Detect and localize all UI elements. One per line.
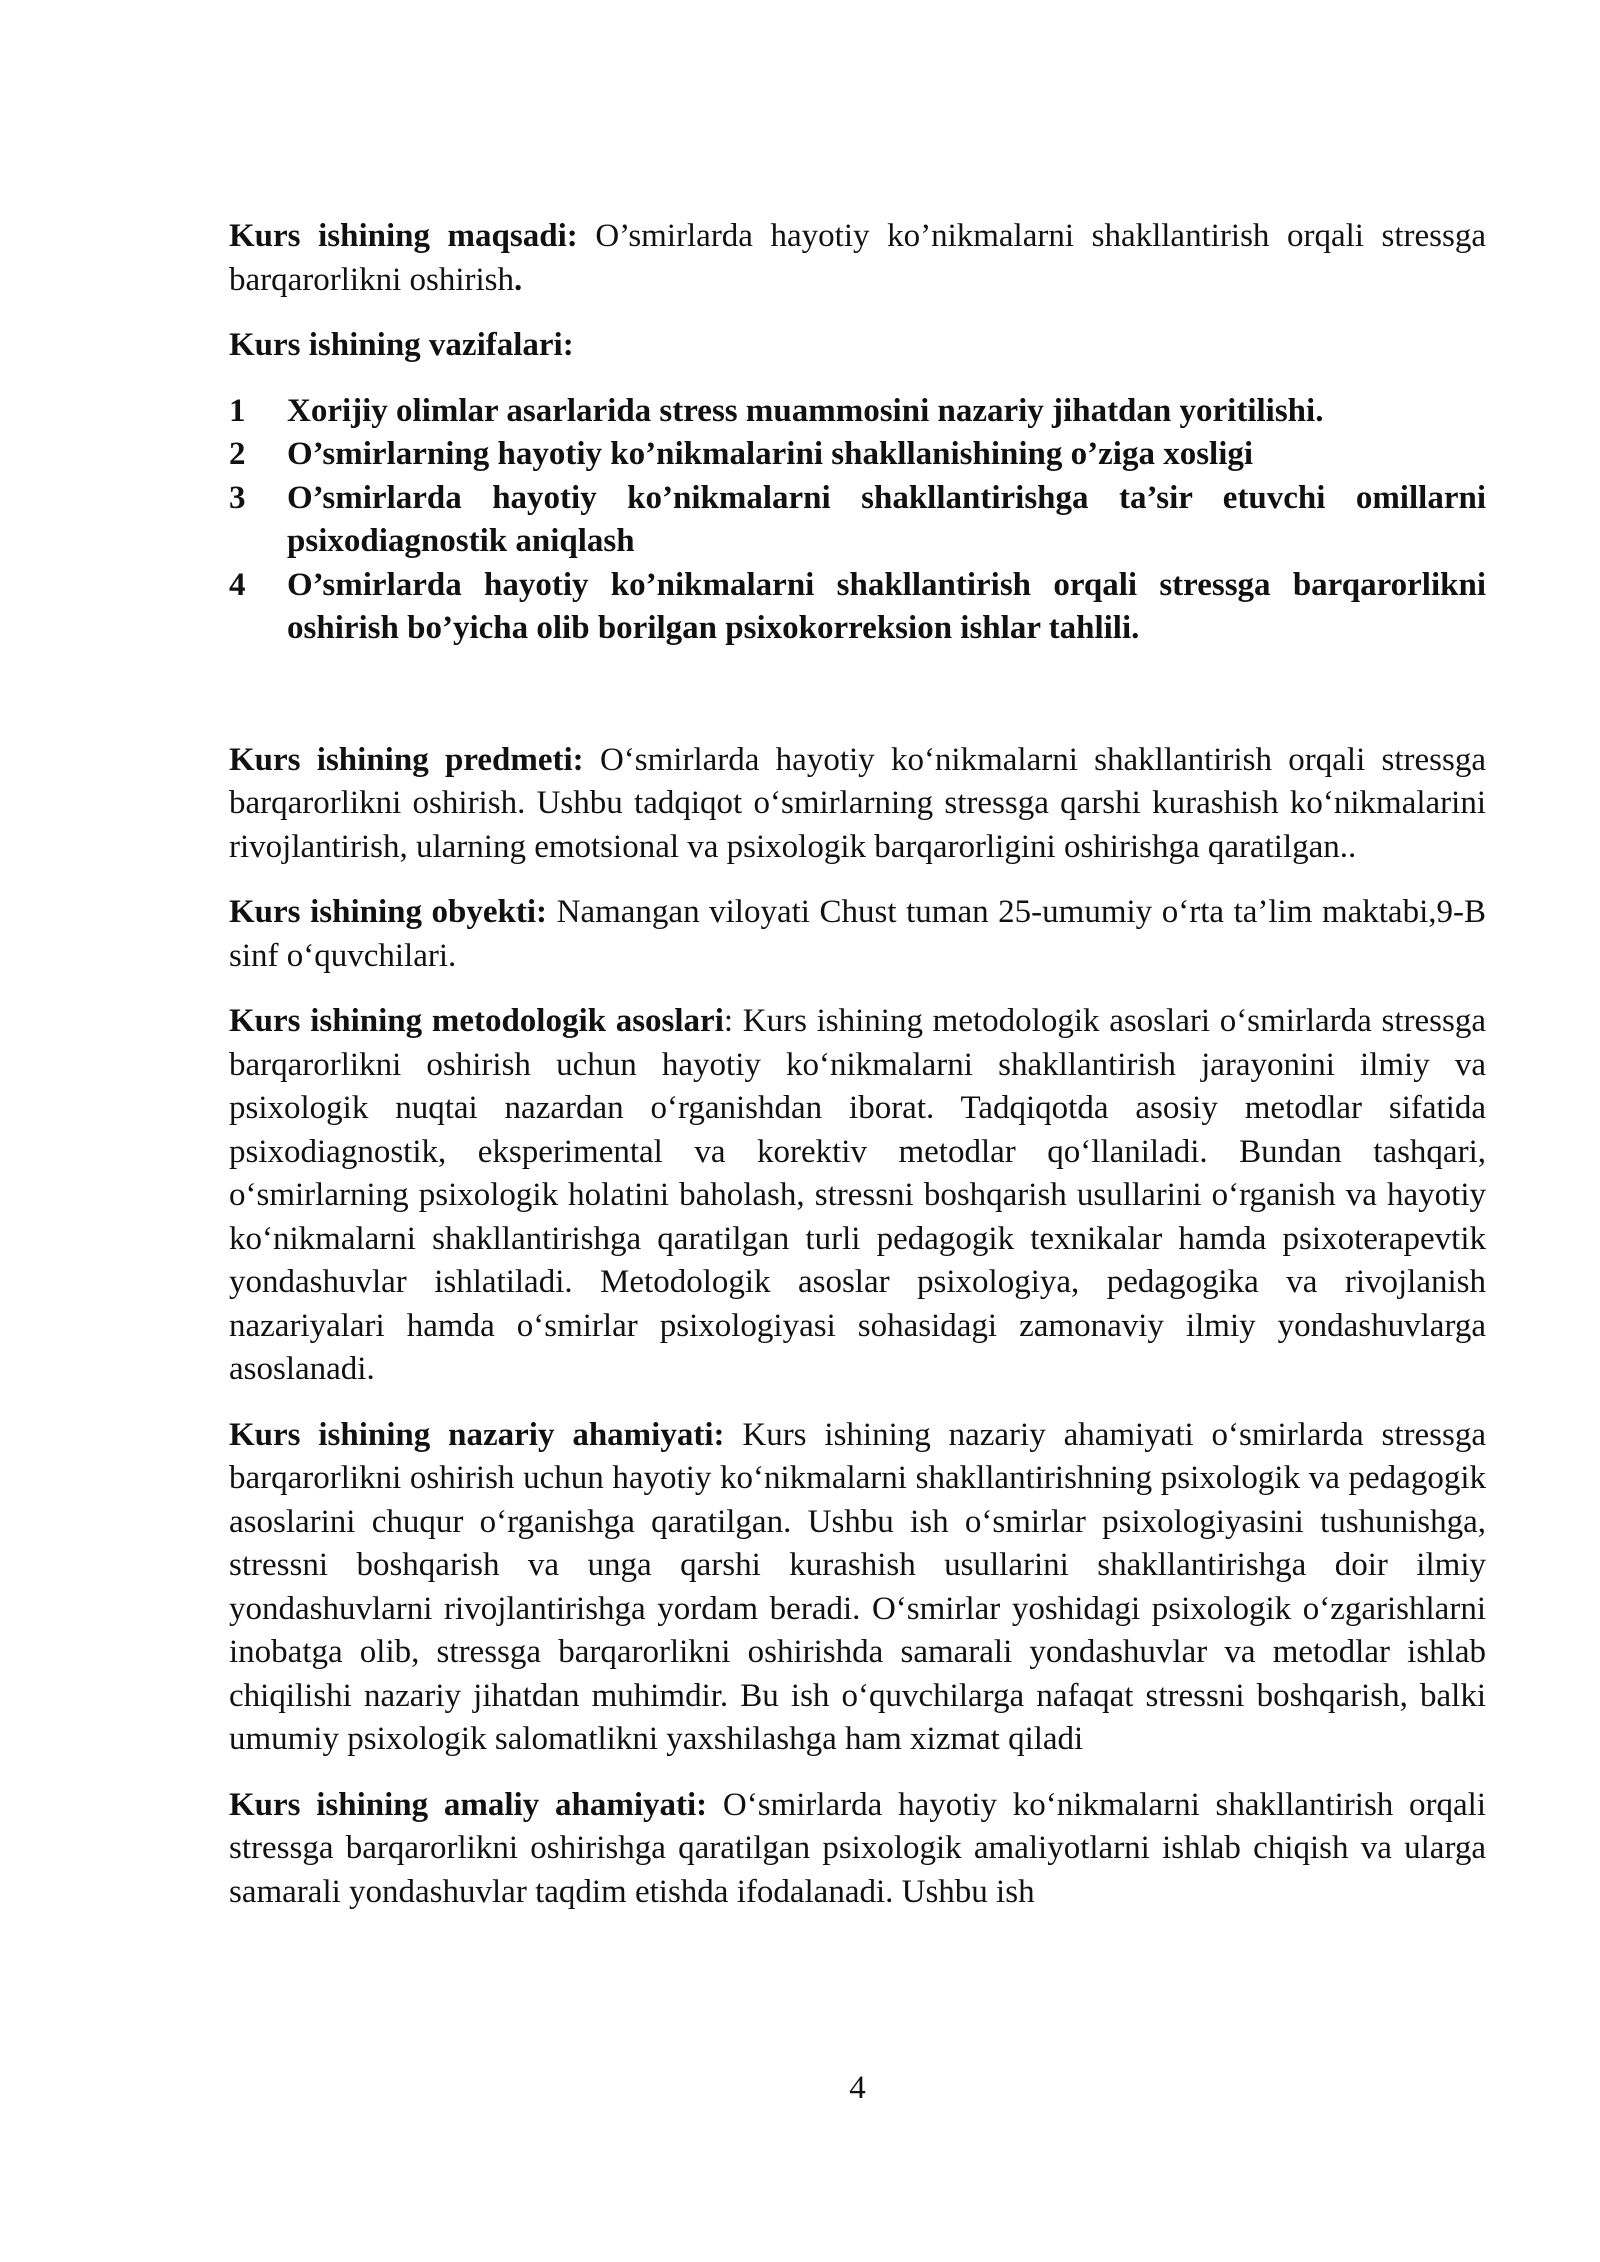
task-number: 1 <box>229 392 246 429</box>
task-text: O’smirlarning hayotiy ko’nikmalarini shakllanishining o’ziga xosligi <box>287 436 1254 472</box>
task-number: 2 <box>229 436 246 472</box>
tasks-heading: Kurs ishining vazifalari: <box>229 327 574 363</box>
practical-paragraph <box>229 1784 1486 1915</box>
subject-paragraph <box>229 739 1486 870</box>
methodology-label: Kurs ishining metodologik asoslari <box>229 1003 724 1039</box>
task-number: 3 <box>229 479 246 516</box>
practical-label: Kurs ishining amaliy ahamiyati: <box>229 1786 708 1823</box>
subject-text: O‘smirlarda hayotiy ko‘nikmalarni shakllantirish orqali stressga barqarorlikni oshirish. Ushbu tadqiqot o‘smirlarning stressga qarshi kurashish ko‘nikmalarini rivojlantirish, ularning emotsional va psixologik barqarorligini oshirishga qaratilgan.. <box>229 741 1486 865</box>
goal-paragraph <box>229 215 1486 302</box>
practical-text: O‘smirlarda hayotiy ko‘nikmalarni shakllantirish orqali stressga barqarorlikni oshirishga qaratilgan psixologik amaliyotlarni ishlab chiqish va ularga samarali yondashuvlar taqdim etishda ifodalanadi. Ushbu ish <box>229 1786 1487 1910</box>
tasks-list <box>229 390 1486 651</box>
object-text: Namangan viloyati Chust tuman 25-umumiy o‘rta ta’lim maktabi,9-B sinf o‘quvchilari. <box>229 894 1487 974</box>
theoretical-text: Kurs ishining nazariy ahamiyati o‘smirlarda stressga barqarorlikni oshirish uchun hayotiy ko‘nikmalarni shakllantirishning psixologik va pedagogik asoslarini chuqur o‘rganishga qaratilgan. Ushbu ish o‘smirlar psixologiyasini tushunishga, stressni boshqarish va unga qarshi kurashish usullarini shakllantirishga doir ilmiy yondashuvlarni rivojlantirishga yordam beradi. O‘smirlar yoshidagi psixologik o‘zgarishlarni inobatga olib, stressga barqarorlikni oshirishda samarali yondashuvlar va metodlar ishlab chiqilishi nazariy jihatdan muhimdir. Bu ish o‘quvchilarga nafaqat stressni boshqarish, balki umumiy psixologik salomatlikni yaxshilashga ham xizmat qiladi <box>229 1416 1487 1757</box>
task-text: Xorijiy olimlar asarlarida stress muammosini nazariy jihatdan yoritilishi. <box>287 392 1324 429</box>
methodology-paragraph <box>229 1000 1486 1392</box>
object-label: Kurs ishining obyekti: <box>229 894 548 930</box>
document-page <box>229 215 1486 1914</box>
subject-label: Kurs ishining predmeti: <box>229 741 584 778</box>
task-item <box>229 390 1486 434</box>
task-item <box>229 433 1486 477</box>
page-number: 4 <box>849 2070 866 2106</box>
task-text: O’smirlarda hayotiy ko’nikmalarni shakllantirish orqali stressga barqarorlikni oshirish bo’yicha olib borilgan psixokorreksion ishlar tahlili. <box>287 566 1486 646</box>
theoretical-label: Kurs ishining nazariy ahamiyati: <box>229 1416 725 1453</box>
task-number: 4 <box>229 566 246 603</box>
theoretical-paragraph <box>229 1414 1486 1762</box>
task-text: O’smirlarda hayotiy ko’nikmalarni shakllantirishga ta’sir etuvchi omillarni psixodiagnostik aniqlash <box>287 479 1486 559</box>
methodology-text: : Kurs ishining metodologik asoslari o‘smirlarda stressga barqarorlikni oshirish uchun hayotiy ko‘nikmalarni shakllantirish jarayonini ilmiy va psixologik nuqtai nazardan o‘rganishdan iborat. Tadqiqotda asosiy metodlar sifatida psixodiagnostik, eksperimental va korektiv metodlar qo‘llaniladi. Bundan tashqari, o‘smirlarning psixologik holatini baholash, stressni boshqarish usullarini o‘rganish va hayotiy ko‘nikmalarni shakllantirishga qaratilgan turli pedagogik texnikalar hamda psixoterapevtik yondashuvlar ishlatiladi. Metodologik asoslar psixologiya, pedagogika va rivojlanish nazariyalari hamda o‘smirlar psixologiyasi sohasidagi zamonaviy ilmiy yondashuvlarga asoslanadi. <box>229 1003 1486 1387</box>
goal-end: . <box>514 261 523 298</box>
task-item <box>229 564 1486 651</box>
goal-label: Kurs ishining maqsadi: <box>229 218 578 254</box>
task-item <box>229 477 1486 564</box>
goal-text: O’smirlarda hayotiy ko’nikmalarni shakllantirish orqali stressga barqarorlikni oshirish <box>229 218 1486 298</box>
object-paragraph <box>229 891 1486 978</box>
